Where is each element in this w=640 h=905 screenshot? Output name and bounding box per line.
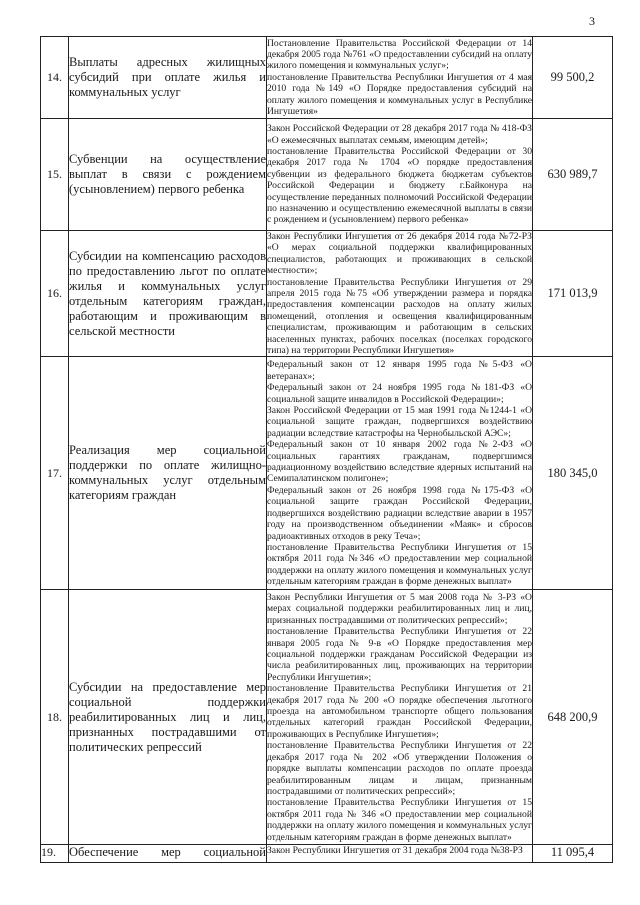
row-number: 19.: [41, 845, 69, 863]
legal-act: Закон Российской Федерации от 28 декабря 2017 года № 418-ФЗ «О ежемесячных выплатах семьям, имеющим детей»;: [267, 123, 532, 146]
row-amount: 648 200,9: [533, 590, 613, 845]
legal-act: постановление Правительства Республики Ингушетия от 29 апреля 2015 года №75 «Об утверждении размера и порядка предоставления компенсации расходов на оплату жилых помещений, отопления и освещения квалифицированным специалистам, проживающим и работающим в сельских населенных пунктах, рабочих поселках (поселках городского типа) на территории Республики Ингушетия»: [267, 276, 532, 357]
legal-act: Федеральный закон от 12 января 1995 года №5-ФЗ «О ветеранах»;: [267, 359, 532, 382]
legal-basis: [267, 590, 533, 845]
legal-act: Федеральный закон от 10 января 2002 года №2-ФЗ «О социальных гарантиях гражданам, подвергшимся радиационному воздействию вследствие ядерных испытаний на Семипалатинском полигоне»;: [267, 439, 532, 485]
row-title: Обеспечение мер социальной: [69, 845, 267, 863]
row-amount: 99 500,2: [533, 37, 613, 119]
table-row: [41, 357, 613, 590]
legal-act: постановление Правительства Республики Ингушетия от 21 декабря 2017 года № 200 «О порядке обеспечения льготного проезда на автомобильном транспорте общего пользования отдельных категорий граждан Российской Федерации, проживающих в Республике Ингушетия»;: [267, 683, 532, 740]
table-row: [41, 590, 613, 845]
table-row: [41, 231, 613, 357]
legal-act: постановление Правительства Республики Ингушетия от 15 октября 2011 года № 346 «О предоставлении мер социальной поддержки на оплату жилого помещения и коммунальных услуг отдельным категориям граждан в форме денежных выплат»: [267, 797, 532, 843]
legal-act: Постановление Правительства Российской Федерации от 14 декабря 2005 года №761 «О предоставлении субсидий на оплату жилого помещения и коммунальных услуг»;: [267, 37, 532, 72]
row-number: 17.: [41, 357, 69, 590]
legal-basis: [267, 231, 533, 357]
row-title: Субвенции на осуществление выплат в связи с рождением (усыновлением) первого ребенка: [69, 119, 267, 231]
legal-basis: [267, 845, 533, 863]
legal-act: Федеральный закон от 26 ноября 1998 года №175-ФЗ «О социальной защите граждан Российской Федерации, подвергшихся воздействию радиации вследствие аварии в 1957 году на производственном объединении «Маяк» и сбросов радиоактивных отходов в реку Теча»;: [267, 484, 532, 542]
row-title: Субсидии на предоставление мер социальной поддержки реабилитированных лиц и лиц, признанных пострадавшими от политических репрессий: [69, 590, 267, 845]
legal-basis: [267, 119, 533, 231]
row-number: 18.: [41, 590, 69, 845]
legal-act: постановление Правительства Российской Федерации от 30 декабря 2017 года № 1704 «О порядке предоставления субвенции из федерального бюджета бюджетам субъектов Российской Федерации и бюджету г.Байконура на осуществление переданных полномочий Российской Федерации по назначению и осуществлению ежемесячной выплаты в связи с рождением и (усыновлением) первого ребенка»: [267, 145, 532, 226]
legal-act: постановление Правительства Республики Ингушетия от 15 октября 2011 года №346 «О предоставлении мер социальной поддержки на оплату жилого помещения и коммунальных услуг отдельным категориям граждан в форме денежных выплат»: [267, 541, 532, 588]
row-number: 14.: [41, 37, 69, 119]
legal-basis: [267, 37, 533, 119]
legal-basis: [267, 357, 533, 590]
row-number: 15.: [41, 119, 69, 231]
budget-table: [40, 36, 613, 863]
legal-act: Закон Республики Ингушетия от 31 декабря 2004 года №38-РЗ: [267, 845, 523, 857]
page-number: 3: [589, 14, 595, 28]
row-title: Выплаты адресных жилищных субсидий при оплате жилья и коммунальных услуг: [69, 37, 267, 119]
legal-act: Закон Республики Ингушетия от 26 декабря 2014 года №72-РЗ «О мерах социальной поддержки квалифицированных специалистов, работающих и проживающих в сельской местности»;: [267, 231, 532, 277]
table-row: [41, 845, 613, 863]
row-amount: 630 989,7: [533, 119, 613, 231]
row-amount: 171 013,9: [533, 231, 613, 357]
row-amount: 180 345,0: [533, 357, 613, 590]
table-row: [41, 119, 613, 231]
legal-act: постановление Правительства Республики Ингушетия от 22 января 2005 года № 9-в «О Порядке предоставления мер социальной поддержки гражданам Российской Федерации из числа реабилитированных лиц, проживающих на территории Республики Ингушетия»;: [267, 626, 532, 683]
legal-act: Федеральный закон от 24 ноября 1995 года №181-ФЗ «О социальной защите инвалидов в Российской Федерации»;: [267, 382, 532, 405]
legal-act: постановление Правительства Республики Ингушетия от 4 мая 2010 года №149 «О Порядке предоставления субсидий на оплату жилого помещения и коммунальных услуг в Республике Ингушетия»: [267, 71, 532, 118]
row-title: Субсидии на компенсацию расходов по предоставлению льгот по оплате жилья и коммунальных услуг отдельным категориям граждан, работающим и проживающим в сельской местности: [69, 231, 267, 357]
table-row: [41, 37, 613, 119]
row-number: 16.: [41, 231, 69, 357]
row-amount: 11 095,4: [533, 845, 613, 863]
legal-act: Закон Российской Федерации от 15 мая 1991 года №1244-1 «О социальной защите граждан, подвергшихся воздействию радиации вследствие катастрофы на Чернобыльской АЭС»;: [267, 405, 532, 439]
legal-act: Закон Республики Ингушетия от 5 мая 2008 года № 3-РЗ «О мерах социальной поддержки реабилитированных лиц и лиц, признанных пострадавшими от политических репрессий»;: [267, 592, 532, 626]
legal-act: постановление Правительства Республики Ингушетия от 22 декабря 2017 года № 202 «Об утверждении Положения о порядке выплаты компенсации расходов по оплате проезда реабилитированным лицам и лицам, признанным пострадавшими от политических репрессий»;: [267, 740, 532, 797]
row-title: Реализация мер социальной поддержки по оплате жилищно-коммунальных услуг отдельным категориям граждан: [69, 357, 267, 590]
